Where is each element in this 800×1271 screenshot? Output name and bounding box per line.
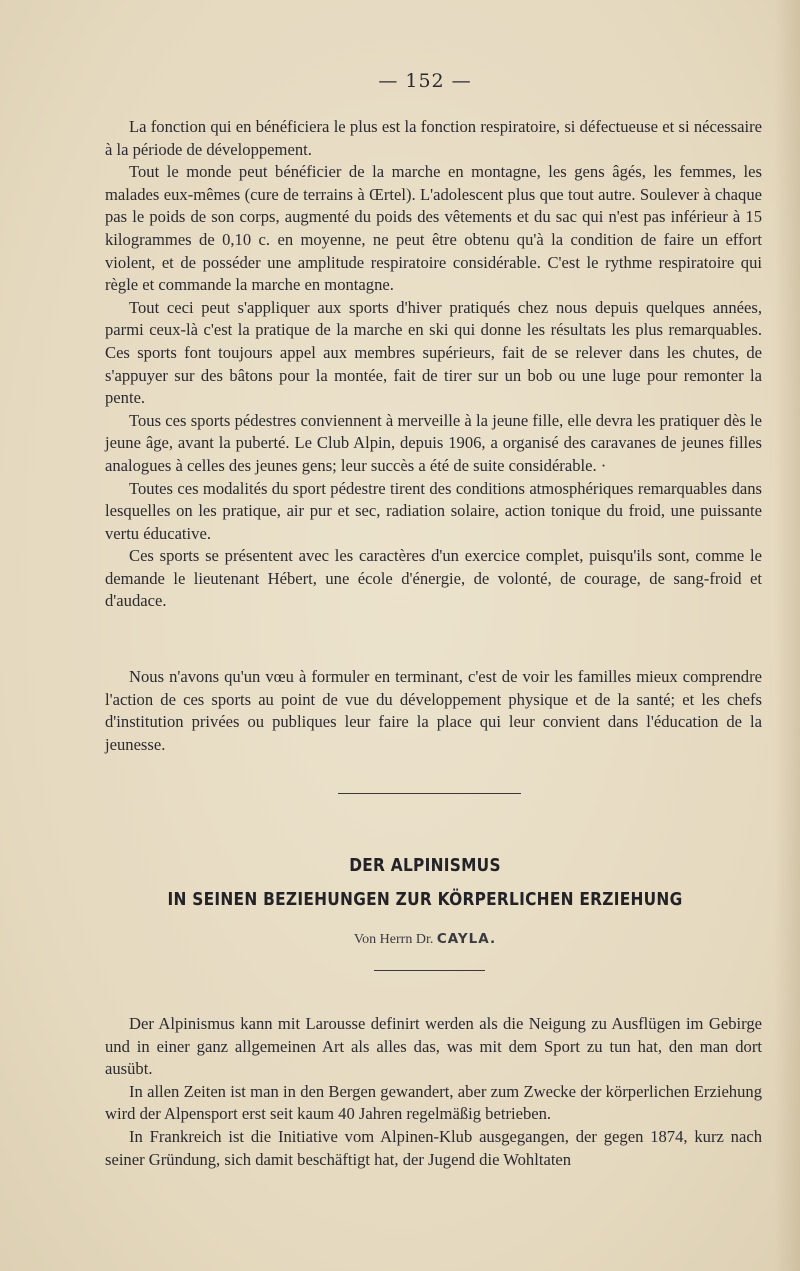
paragraph: Tout ceci peut s'appliquer aux sports d'hiver pratiqués chez nous depuis quelques années, parmi ceux-là c'est la pratique de la marche en ski qui donne les résultats les plus remarquables. Ces sports font toujours appel aux membres supérieurs, fait de se relever dans les chutes, de s'appuyer sur des bâtons pour la montée, fait de tirer sur un bob ou une luge pour remonter la pente. [105,297,762,408]
french-closing-block [105,666,762,756]
paragraph: Der Alpinismus kann mit Larousse definirt werden als die Neigung zu Ausflügen im Gebirge und in einer ganz allgemeinen Art als alles das, was mit dem Sport zu tun hat, den man dort ausübt. [105,1014,762,1079]
article-title-line-1: DER ALPINISMUS [349,856,501,876]
paragraph: La fonction qui en bénéficiera le plus est la fonction respiratoire, si défectueuse et si nécessaire à la période de développement. [105,117,762,159]
article-title-line-2: IN SEINEN BEZIEHUNGEN ZUR KÖRPERLICHEN ERZIEHUNG [167,890,683,910]
french-text-block [105,116,762,613]
german-text-block [105,1013,762,1171]
paragraph: Toutes ces modalités du sport pédestre tirent des conditions atmosphériques remarquables dans lesquelles on les pratique, air pur et sec, radiation solaire, action tonique du froid, une puissante vertu éducative. [105,478,762,543]
paragraph: Tous ces sports pédestres conviennent à merveille à la jeune fille, elle devra les pratiquer dès le jeune âge, avant la puberté. Le Club Alpin, depuis 1906, a organisé des caravanes de jeunes filles analogues à celles des jeunes gens; leur succès a été de suite considérable. · [105,410,762,475]
paragraph: In allen Zeiten ist man in den Bergen gewandert, aber zum Zwecke der körperlichen Erziehung wird der Alpensport erst seit kaum 40 Jahren regelmäßig betrieben. [105,1081,762,1124]
paragraph: Tout le monde peut bénéficier de la marche en montagne, les gens âgés, les femmes, les malades eux-mêmes (cure de terrains à Œrtel). L'adolescent plus que tout autre. Soulever à chaque pas le poids de son corps, augmenté du poids des vêtements et du sac qui n'est pas inférieur à 15 kilogrammes de 0,10 c. en moyenne, ne peut être obtenu qu'à la condition de faire un effort violent, et de posséder une amplitude respiratoire considérable. C'est le rythme respiratoire qui règle et commande la marche en montagne. [105,162,762,295]
section-divider [338,793,521,794]
byline-author: CAYLA. [436,931,497,947]
paragraph: In Frankreich ist die Initiative vom Alpinen-Klub ausgegangen, der gegen 1874, kurz nach seiner Gründung, sich damit beschäftigt hat, der Jugend die Wohltaten [105,1126,762,1169]
closing-paragraph: Nous n'avons qu'un vœu à formuler en terminant, c'est de voir les familles mieux comprendre l'action de ces sports au point de vue du développement physique et de la santé; et les chefs d'institution privées ou publiques leur faire la place qui leur convient dans l'éducation de la jeunesse. [105,667,762,754]
page-number: — 152 — [378,70,472,92]
title-divider [374,970,485,971]
article-byline [0,931,800,948]
page-edge-shadow [774,0,800,1271]
byline-prefix: Von Herrn Dr. [353,932,434,947]
paragraph: Ces sports se présentent avec les caractères d'un exercice complet, puisqu'ils sont, comme le demande le lieutenant Hébert, une école d'énergie, de volonté, de courage, de sang-froid et d'audace. [105,546,762,611]
